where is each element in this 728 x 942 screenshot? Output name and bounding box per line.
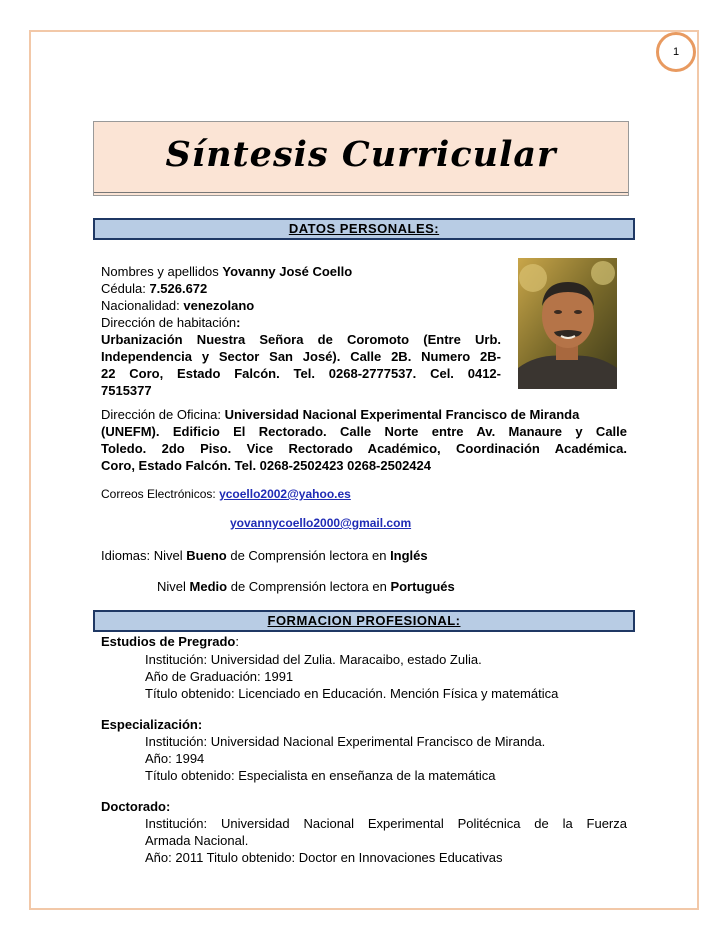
pregrado-colon: : bbox=[235, 634, 239, 649]
pregrado-line-1: Institución: Universidad del Zulia. Maracaibo, estado Zulia. bbox=[145, 652, 482, 667]
doctorado-heading: Doctorado: bbox=[101, 799, 171, 814]
language-line-1 bbox=[101, 547, 428, 564]
home-address-label: Dirección de habitación bbox=[101, 315, 237, 330]
email-label: Correos Electrónicos: bbox=[101, 487, 216, 501]
title-box bbox=[93, 121, 629, 196]
section-band-formacion bbox=[93, 610, 635, 632]
language-line-2 bbox=[157, 578, 455, 595]
language-1-text: de Comprensión lectora en bbox=[230, 548, 387, 563]
office-label: Dirección de Oficina: bbox=[101, 407, 221, 422]
pregrado-line-2: Año de Graduación: 1991 bbox=[145, 669, 294, 684]
nationality-value: venezolano bbox=[183, 298, 255, 313]
name-value: Yovanny José Coello bbox=[222, 264, 353, 279]
office-line-2: (UNEFM). Edificio El Rectorado. Calle Norte entre Av. Manaure y Calle bbox=[101, 424, 627, 439]
doctorado-line-3: Año: 2011 Titulo obtenido: Doctor en Innovaciones Educativas bbox=[145, 850, 503, 865]
language-2-prefix: Nivel bbox=[157, 579, 186, 594]
home-address-line-1: Urbanización Nuestra Señora de Coromoto (Entre Urb. bbox=[101, 332, 501, 347]
id-label: Cédula: bbox=[101, 281, 146, 296]
home-address-colon: : bbox=[236, 315, 241, 330]
language-2-level: Medio bbox=[189, 579, 228, 594]
title-underline bbox=[94, 192, 628, 193]
language-1-prefix: Idiomas: Nivel bbox=[101, 548, 183, 563]
especializacion-line-3: Título obtenido: Especialista en enseñanza de la matemática bbox=[145, 768, 496, 783]
pregrado-title: Estudios de Pregrado bbox=[101, 634, 236, 649]
doctorado-line-2: Armada Nacional. bbox=[145, 833, 249, 848]
office-first-line bbox=[101, 406, 579, 423]
section-heading-formacion: FORMACION PROFESIONAL: bbox=[267, 613, 461, 628]
name-line bbox=[101, 263, 352, 280]
id-value: 7.526.672 bbox=[149, 281, 208, 296]
section-band-datos bbox=[93, 218, 635, 240]
profile-photo bbox=[518, 258, 617, 389]
language-1-level: Bueno bbox=[186, 548, 227, 563]
name-label: Nombres y apellidos bbox=[101, 264, 219, 279]
nationality-label: Nacionalidad: bbox=[101, 298, 180, 313]
page-number: 1 bbox=[656, 32, 696, 72]
especializacion-line-1: Institución: Universidad Nacional Experimental Francisco de Miranda. bbox=[145, 734, 546, 749]
language-2-text: de Comprensión lectora en bbox=[230, 579, 387, 594]
section-heading-datos: DATOS PERSONALES: bbox=[288, 221, 440, 236]
id-line bbox=[101, 280, 207, 297]
doctorado-line-1: Institución: Universidad Nacional Experimental Politécnica de la Fuerza bbox=[145, 816, 627, 831]
especializacion-heading: Especialización: bbox=[101, 717, 203, 732]
home-address-line-4: 7515377 bbox=[101, 383, 152, 398]
email-link-gmail[interactable]: yovannycoello2000@gmail.com bbox=[230, 516, 412, 530]
office-line-4: Coro, Estado Falcón. Tel. 0268-2502423 0268-2502424 bbox=[101, 458, 431, 473]
pregrado-line-3: Título obtenido: Licenciado en Educación. Mención Física y matemática bbox=[145, 686, 559, 701]
office-value-start: Universidad Nacional Experimental Francisco de Miranda bbox=[224, 407, 580, 422]
email-line-1 bbox=[101, 486, 351, 503]
document-title: Síntesis Curricular bbox=[165, 134, 557, 175]
language-2-name: Portugués bbox=[390, 579, 455, 594]
home-address-line-2: Independencia y Sector San José). Calle 2B. Numero 2B- bbox=[101, 349, 501, 364]
pregrado-heading bbox=[101, 633, 239, 650]
home-address-label-line bbox=[101, 314, 240, 331]
email-line-2 bbox=[230, 515, 411, 532]
nationality-line bbox=[101, 297, 254, 314]
home-address-line-3: 22 Coro, Estado Falcón. Tel. 0268-2777537. Cel. 0412- bbox=[101, 366, 501, 381]
email-link-yahoo[interactable]: ycoello2002@yahoo.es bbox=[219, 487, 351, 501]
language-1-name: Inglés bbox=[390, 548, 428, 563]
office-line-3: Toledo. 2do Piso. Vice Rectorado Académico, Coordinación Académica. bbox=[101, 441, 627, 456]
especializacion-line-2: Año: 1994 bbox=[145, 751, 205, 766]
